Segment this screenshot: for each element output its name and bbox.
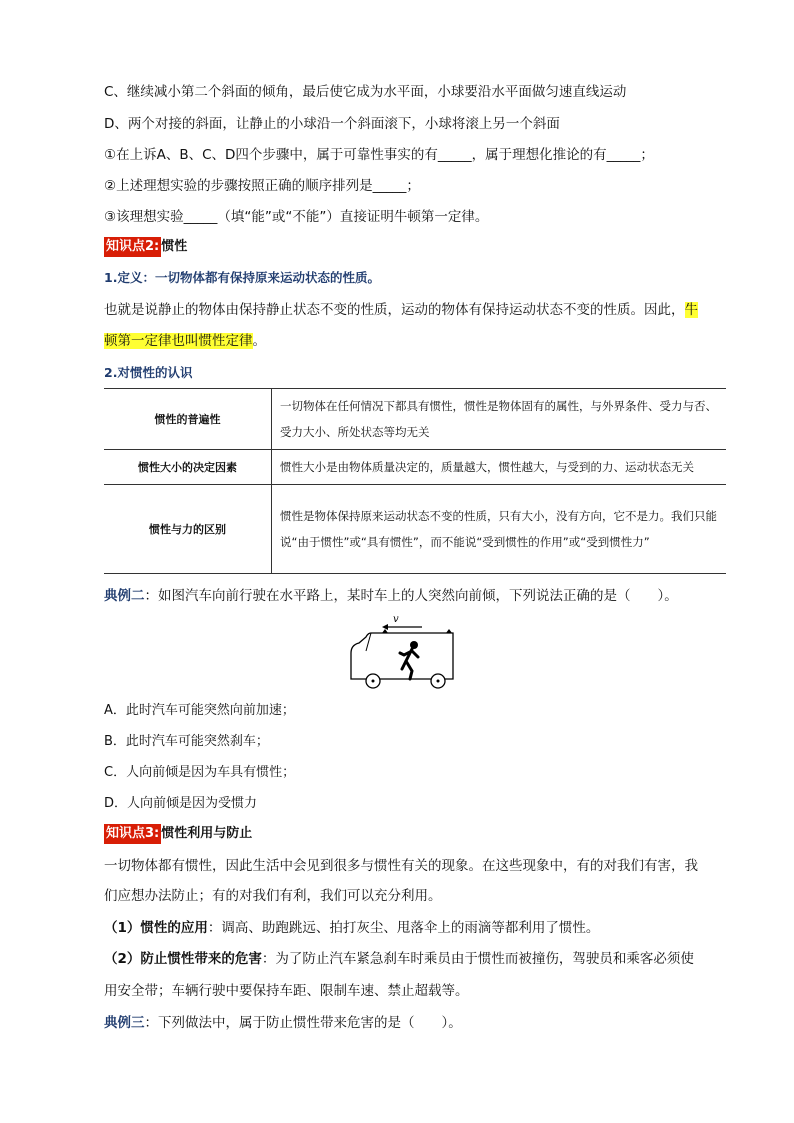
definition-heading: 1.定义：一切物体都有保持原来运动状态的性质。 <box>104 270 380 285</box>
example3-text: ：下列做法中，属于防止惯性带来危害的是（ ）。 <box>144 1015 462 1031</box>
kp3-para-line2: 们应想办法防止；有的对我们有利，我们可以充分利用。 <box>104 888 442 904</box>
table-key: 惯性大小的决定因素 <box>104 450 272 485</box>
step-d-text: D、两个对接的斜面，让静止的小球沿一个斜面滚下，小球将滚上另一个斜面 <box>104 116 560 132</box>
table-row <box>104 450 726 485</box>
kp3-tag: 知识点3: <box>104 824 161 844</box>
example3-question <box>104 1013 462 1033</box>
harm-label: （2）防止惯性带来的危害 <box>104 951 262 967</box>
definition-para-line2 <box>104 331 266 351</box>
understanding-heading: 2.对惯性的认识 <box>104 365 193 380</box>
example2-question <box>104 586 678 606</box>
kp2-heading <box>104 237 187 257</box>
option-a: A．此时汽车可能突然向前加速； <box>104 703 295 718</box>
example2-text: ：如图汽车向前行驶在水平路上，某时车上的人突然向前倾，下列说法正确的是（ ）。 <box>144 588 678 604</box>
highlight-text: 牛 <box>684 302 698 318</box>
table-key: 惯性的普遍性 <box>104 389 272 450</box>
highlight-text: 顿第一定律也叫惯性定律 <box>104 333 253 349</box>
question-3: ③该理想实验_____（填“能”或“不能”）直接证明牛顿第一定律。 <box>104 209 489 225</box>
application-text: ：调高、助跑跳远、拍打灰尘、甩落伞上的雨滴等都利用了惯性。 <box>207 920 600 936</box>
table-key: 惯性与力的区别 <box>104 485 272 574</box>
table-value: 惯性大小是由物体质量决定的，质量越大，惯性越大，与受到的力、运动状态无关 <box>272 450 727 485</box>
table-row <box>104 389 726 450</box>
table-row <box>104 485 726 574</box>
kp3-heading <box>104 824 252 844</box>
application-label: （1）惯性的应用 <box>104 920 208 936</box>
definition-para-line1 <box>104 300 698 320</box>
step-c-text: C、继续减小第二个斜面的倾角，最后使它成为水平面，小球要沿水平面做匀速直线运动 <box>104 84 627 100</box>
kp3-para-line1: 一切物体都有惯性，因此生活中会见到很多与惯性有关的现象。在这些现象中，有的对我们有害，我 <box>104 858 698 874</box>
table-value: 惯性是物体保持原来运动状态不变的性质，只有大小，没有方向，它不是力。我们只能说“由于惯性”或“具有惯性”，而不能说“受到惯性的作用”或“受到惯性力” <box>272 485 727 574</box>
example2-label: 典例二 <box>104 588 145 604</box>
inertia-table <box>104 388 726 574</box>
harm-text: ：为了防止汽车紧急刹车时乘员由于惯性而被撞伤，驾驶员和乘客必须使 <box>261 951 694 967</box>
kp3-title: 惯性利用与防止 <box>161 826 253 841</box>
velocity-label: v <box>393 614 399 625</box>
example3-label: 典例三 <box>104 1015 145 1031</box>
question-2: ②上述理想实验的步骤按照正确的顺序排列是_____； <box>104 178 420 194</box>
table-value: 一切物体在任何情况下都具有惯性，惯性是物体固有的属性，与外界条件、受力与否、受力大小、所处状态等均无关 <box>272 389 727 450</box>
question-1: ①在上诉A、B、C、D四个步骤中，属于可靠性事实的有_____，属于理想化推论的有_____； <box>104 147 654 163</box>
inertia-application <box>104 918 599 938</box>
inertia-harm-line2: 用安全带；车辆行驶中要保持车距、限制车速、禁止超载等。 <box>104 983 469 999</box>
option-d: D．人向前倾是因为受惯力 <box>104 796 258 811</box>
option-b: B．此时汽车可能突然刹车； <box>104 734 269 749</box>
kp2-title: 惯性 <box>161 239 188 254</box>
option-c: C．人向前倾是因为车具有惯性； <box>104 765 296 780</box>
inertia-harm-line1 <box>104 949 694 969</box>
car-figure <box>346 611 456 691</box>
kp2-tag: 知识点2: <box>104 237 161 257</box>
definition-para-text: 也就是说静止的物体由保持静止状态不变的性质，运动的物体有保持运动状态不变的性质。因此， <box>104 302 685 318</box>
definition-para-end: 。 <box>252 333 266 349</box>
